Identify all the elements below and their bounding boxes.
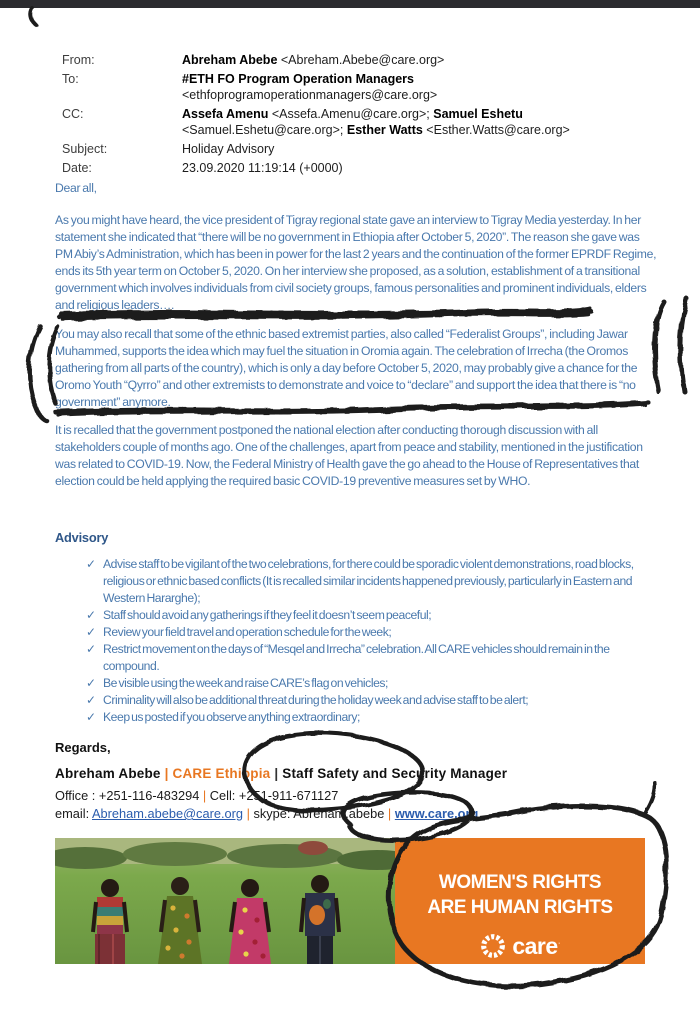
signature-separator: |: [160, 766, 173, 781]
date-value: 23.09.2020 11:19:14 (+0000): [182, 161, 343, 175]
signature-separator: |: [270, 766, 283, 781]
paragraph-3: It is recalled that the government postponed the national election after conducting thorough discussion with all stakeholders couple of months ago. One of the challenges, apart from peace and stability, mentioned in the justification was related to COVID-19. Now, the Federal Ministry of Health gave the go ahead to the House of Representatives that election could be held applying the required basic COVID-19 preventive measures set by WHO.: [55, 423, 643, 488]
from-email: <Abreham.Abebe@care.org>: [277, 53, 445, 67]
care-logo-trademark: ˈ: [557, 941, 561, 951]
cc-line-1: [182, 106, 622, 122]
office-label: Office :: [55, 788, 99, 803]
signature-org: CARE Ethiopia: [172, 766, 271, 781]
header-date: [62, 160, 622, 176]
check-icon: ✓: [86, 710, 96, 724]
to-name: #ETH FO Program Operation Managers: [182, 72, 414, 86]
banner-slogan-line-1: WOMEN'S RIGHTS: [438, 872, 602, 893]
banner-slogan-line-2: ARE HUMAN RIGHTS: [427, 897, 613, 918]
signature-separator: |: [199, 788, 210, 803]
advisory-item: [86, 641, 648, 675]
signature-name: Abreham Abebe: [55, 766, 161, 781]
subject-value: Holiday Advisory: [182, 142, 275, 156]
regards: Regards,: [55, 740, 111, 755]
header-cc: [62, 106, 622, 138]
skype-label: skype:: [253, 806, 294, 821]
to-label: To:: [62, 72, 79, 86]
subject-label: Subject:: [62, 142, 108, 156]
cc-name-1: Assefa Amenu: [182, 107, 269, 121]
check-icon: ✓: [86, 642, 96, 656]
header-to: [62, 71, 622, 103]
office-phone: +251-116-483294: [98, 788, 200, 803]
email-headers: [62, 52, 622, 179]
advisory-item: [86, 624, 648, 641]
advisory-item: [86, 607, 648, 624]
signature-line-1: [55, 766, 507, 781]
greeting: Dear all,: [55, 181, 97, 195]
check-icon: ✓: [86, 557, 96, 571]
field-photo-illustration: [55, 838, 395, 964]
from-name: Abreham Abebe: [182, 53, 278, 67]
pen-underline-1b: [62, 314, 588, 319]
banner-orange-panel: [395, 838, 645, 964]
email-link[interactable]: Abreham.abebe@care.org: [92, 806, 244, 821]
cc-value: [182, 106, 622, 138]
pen-stroke-right-2: [681, 299, 687, 391]
header-from: [62, 52, 622, 68]
care-logo-text: care: [512, 932, 558, 959]
pen-loop-banner-tail: [646, 783, 655, 812]
pen-corner-tick: [31, 9, 35, 24]
check-icon: ✓: [86, 693, 96, 707]
check-icon: ✓: [86, 676, 96, 690]
cc-line-2: [182, 122, 622, 138]
advisory-item-text: Staff should avoid any gatherings if they feel it doesn’t seem peaceful;: [103, 608, 432, 622]
signature-role: Staff Safety and Security Manager: [282, 766, 508, 781]
advisory-item: [86, 556, 648, 607]
banner-photo: [55, 838, 395, 964]
skype-value: Abreham.abebe: [293, 806, 388, 821]
care-logo: [479, 932, 560, 960]
pen-paren-left-1: [29, 326, 47, 421]
signature-separator: |: [243, 806, 254, 821]
cc-email-3: <Esther.Watts@care.org>: [422, 123, 570, 137]
cc-name-3: Esther Watts: [346, 123, 423, 137]
advisory-item: [86, 675, 648, 692]
cc-label: CC:: [62, 107, 84, 121]
advisory-item-text: Review your field travel and operation schedule for the week;: [103, 625, 392, 639]
advisory-item-text: Advise staff to be vigilant of the two celebrations, for there could be sporadic violent demonstrations, road blocks, religious or ethnic based conflicts (It is recalled similar incidents happened previously, particularly in Eastern and Western Hararghe);: [103, 557, 634, 605]
to-value: [182, 71, 622, 103]
advisory-item: [86, 692, 648, 709]
from-value: [182, 52, 622, 68]
cc-email-2: <Samuel.Eshetu@care.org>;: [182, 123, 347, 137]
cell-phone: +251-911-671127: [238, 788, 339, 803]
advisory-item-text: Be visible using the week and raise CARE’s flag on vehicles;: [103, 676, 388, 690]
check-icon: ✓: [86, 625, 96, 639]
advisory-item: [86, 709, 648, 726]
date-label: Date:: [62, 161, 92, 175]
advisory-list: [86, 556, 648, 726]
signature-line-2: [55, 788, 338, 803]
advisory-heading: Advisory: [55, 530, 109, 545]
cell-label: Cell:: [209, 788, 239, 803]
advisory-item-text: Criminality will also be additional threat during the holiday week and advise staff to be alert;: [103, 693, 529, 707]
window-top-bar: [0, 0, 700, 8]
email-label: email:: [55, 806, 92, 821]
signature-banner: [55, 838, 645, 964]
from-label: From:: [62, 53, 95, 67]
paragraph-2: You may also recall that some of the ethnic based extremist parties, also called “Federalist Groups”, including Jawar Muhammed, supports the idea which may fuel the situation in Oromia again. The celebration of Irrecha (the Oromos gathering from all parts of the country), which is only a day before October 5, 2020, may probably give a chance for the Oromo Youth “Qyrro” and other extremists to demonstrate and voice to “declare” and support the idea that there is “no government” anymore.: [55, 327, 638, 409]
cc-email-1: <Assefa.Amenu@care.org>;: [268, 107, 434, 121]
advisory-item-text: Restrict movement on the days of “Mesqel and Irrecha” celebration. All CARE vehicles should remain in the compound.: [103, 642, 610, 673]
check-icon: ✓: [86, 608, 96, 622]
to-email: <ethfoprogramoperationmanagers@care.org>: [182, 88, 438, 102]
paragraph-1: As you might have heard, the vice president of Tigray regional state gave an interview to Tigray Media yesterday. In her statement she indicated that “there will be no government in Ethiopia after October 5, 2020”. The reason she gave was PM Abiy’s Administration, which has been in power for the last 2 years and the continuation of the former EPRDF Regime, ends its 5th year term on October 5, 2020. On her interview she proposed, as a solution, establishment of a transitional government which involves individuals from civil society groups, famous personalities and prominent individuals, elders and religious leaders….: [55, 213, 657, 312]
header-subject: [62, 141, 622, 157]
signature-separator: |: [387, 806, 395, 821]
advisory-item-text: Keep us posted if you observe anything extraordinary;: [103, 710, 360, 724]
website-link[interactable]: www.care.org: [394, 806, 479, 821]
care-circle-of-hands-icon: [479, 932, 507, 960]
cc-name-2: Samuel Eshetu: [433, 107, 523, 121]
signature-line-3: [55, 806, 478, 821]
